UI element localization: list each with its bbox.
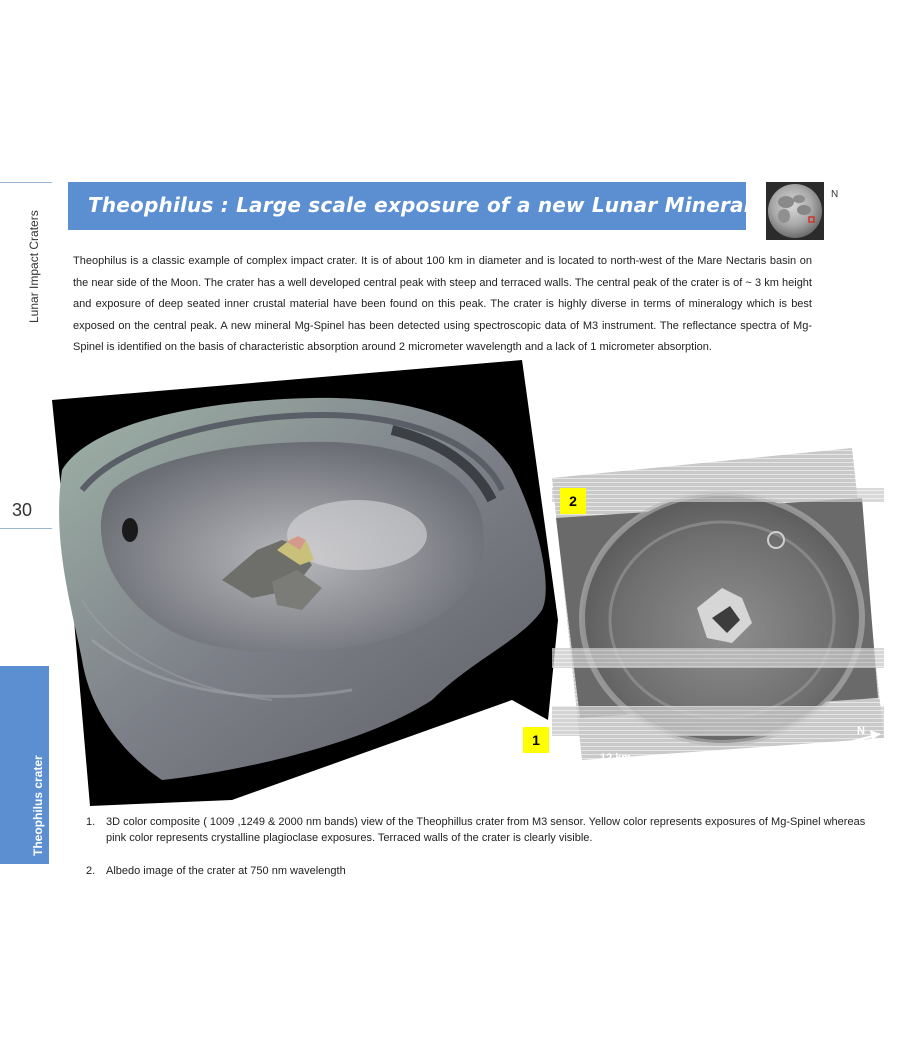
caption-item — [86, 814, 866, 846]
caption-text: 3D color composite ( 1009 ,1249 & 2000 nm bands) view of the Theophillus crater from M3 sensor. Yellow color represents exposures of Mg-Spinel whereas pink color represents crystalline plagioclase exposures. Terraced walls of the crater is clearly visible. — [106, 816, 866, 844]
page-title: Theophilus : Large scale exposure of a new Lunar Mineral — [88, 193, 751, 217]
scale-bar-line — [600, 767, 634, 770]
figure-1-label: 1 — [523, 727, 549, 753]
caption-number: 1. — [86, 816, 96, 828]
crater-3d-image — [52, 360, 558, 811]
figure-captions — [86, 814, 866, 896]
section-label: Lunar Impact Craters — [27, 210, 41, 323]
moon-locator-image — [766, 182, 824, 240]
caption-text: Albedo image of the crater at 750 nm wavelength — [106, 865, 346, 877]
caption-item — [86, 863, 866, 879]
scale-label: 12 km — [600, 752, 632, 764]
sidebar-top-rule — [0, 182, 52, 183]
chapter-label: Theophilus crater — [31, 755, 45, 856]
north-label: N — [831, 189, 839, 200]
caption-number: 2. — [86, 865, 96, 877]
intro-paragraph: Theophilus is a classic example of complex impact crater. It is of about 100 km in diameter and is located to north-west of the Mare Nectaris basin on the near side of the Moon. The crater has a well developed central peak with steep and terraced walls. The central peak of the crater is of ~ 3 km height and exposure of deep seated inner crustal material have been found on this peak. The crater is highly diverse in terms of mineralogy which is best exposed on the central peak. A new mineral Mg-Spinel has been detected using spectroscopic data of M3 instrument. The reflectance spectra of Mg-Spinel is identified on the basis of characteristic absorption around 2 micrometer wavelength and a lack of 1 micrometer absorption. — [73, 255, 812, 353]
crater-albedo-image — [552, 448, 884, 765]
north-arrow-label: N — [857, 725, 865, 737]
page-number: 30 — [12, 500, 33, 520]
sidebar-mid-rule — [0, 528, 52, 529]
title-banner — [68, 182, 751, 230]
figure-2-label: 2 — [560, 488, 586, 514]
